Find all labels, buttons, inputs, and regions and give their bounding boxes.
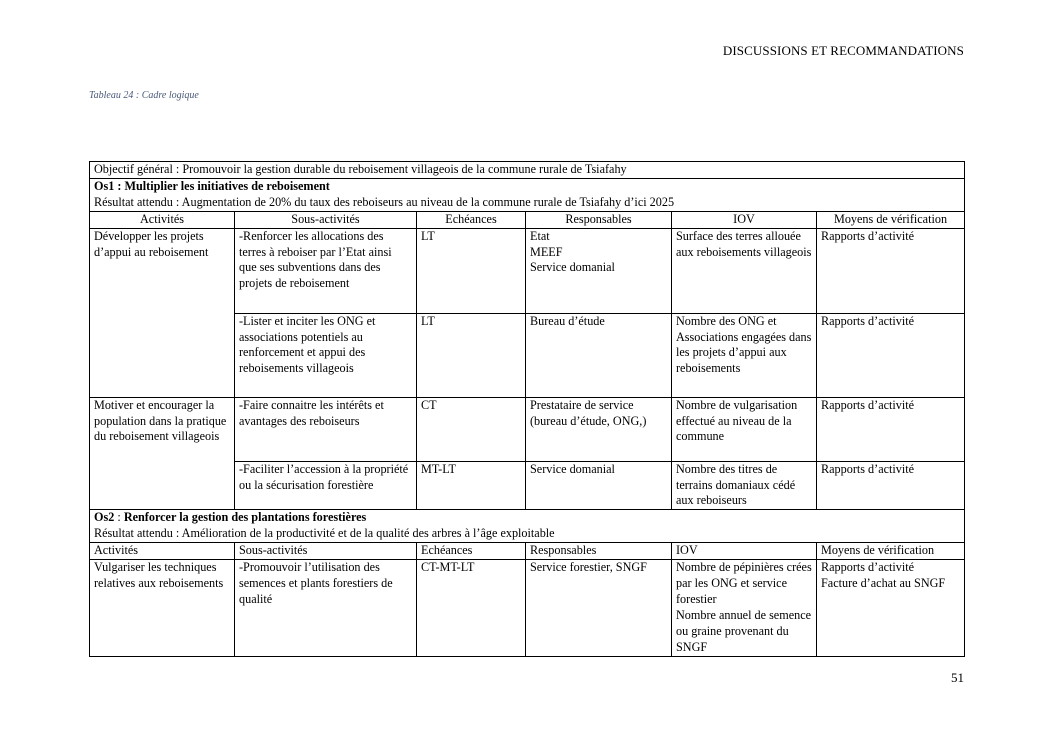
responsable-line: Etat [530, 228, 550, 243]
iov-cell: Nombre de vulgarisation effectué au niveau de la commune [672, 397, 817, 461]
iov-cell: Surface des terres allouée aux reboisements villageois [672, 228, 817, 313]
echeance-cell: MT-LT [417, 461, 526, 510]
activity-cell: Développer les projets d’appui au reboisement [90, 228, 235, 397]
responsable-line: MEEF [530, 244, 563, 259]
page-number: 51 [951, 670, 964, 685]
moyens-cell: Rapports d’activité [817, 461, 965, 510]
os2-resultat: Résultat attendu : Amélioration de la productivité et de la qualité des arbres à l’âge exploitable [94, 526, 555, 541]
iov-cell: Nombre des titres de terrains domaniaux cédé aux reboiseurs [672, 461, 817, 510]
echeance-cell: CT-MT-LT [417, 560, 526, 656]
os1-title: Os1 : Multiplier les initiatives de reboisement [94, 178, 330, 193]
responsables-cell: Prestataire de service (bureau d’étude, ONG,) [526, 397, 672, 461]
responsables-cell: Bureau d’étude [526, 313, 672, 397]
os2-header-row [90, 543, 965, 560]
col-header-responsables: Responsables [526, 543, 672, 560]
os1-header-row [90, 211, 965, 228]
col-header-iov: IOV [672, 543, 817, 560]
os1-cell [90, 178, 965, 211]
moyens-cell: Rapports d’activité [817, 228, 965, 313]
moyens-cell: Rapports d’activité [817, 397, 965, 461]
col-header-iov: IOV [672, 211, 817, 228]
iov-cell: Nombre des ONG et Associations engagées dans les projets d’appui aux reboisements [672, 313, 817, 397]
responsables-cell [526, 228, 672, 313]
col-header-echeances: Echéances [417, 543, 526, 560]
responsables-cell: Service forestier, SNGF [526, 560, 672, 656]
responsables-cell: Service domanial [526, 461, 672, 510]
col-header-responsables: Responsables [526, 211, 672, 228]
table-row [90, 397, 965, 461]
echeance-cell: LT [417, 228, 526, 313]
activity-cell: Motiver et encourager la population dans la pratique du reboisement villageois [90, 397, 235, 510]
moyens-line: Rapports d’activité [821, 560, 915, 575]
table-caption: Tableau 24 : Cadre logique [89, 90, 199, 101]
objectif-general: Objectif général : Promouvoir la gestion durable du reboisement villageois de la commune rurale de Tsiafahy [90, 162, 965, 179]
moyens-cell: Rapports d’activité [817, 313, 965, 397]
col-header-sous-activites: Sous-activités [235, 543, 417, 560]
objectif-general-row [90, 162, 965, 179]
sous-activite-cell: -Faciliter l’accession à la propriété ou la sécurisation forestière [235, 461, 417, 510]
sous-activite-cell: -Faire connaitre les intérêts et avantages des reboiseurs [235, 397, 417, 461]
sous-activite-cell: -Renforcer les allocations des terres à reboiser par l’Etat ainsi que ses subventions dans des projets de reboisement [235, 228, 417, 313]
activity-cell: Vulgariser les techniques relatives aux reboisements [90, 560, 235, 656]
sous-activite-cell: -Lister et inciter les ONG et associations potentiels au renforcement et appui des reboisements villageois [235, 313, 417, 397]
echeance-cell: CT [417, 397, 526, 461]
os2-objective: Renforcer la gestion des plantations forestières [123, 510, 367, 525]
col-header-activites: Activités [90, 211, 235, 228]
moyens-cell [817, 560, 965, 656]
iov-cell [672, 560, 817, 656]
os2-label: Os2 [94, 510, 115, 525]
table-row [90, 228, 965, 313]
table-row [90, 560, 965, 656]
os2-row [90, 510, 965, 543]
echeance-cell: LT [417, 313, 526, 397]
os1-resultat: Résultat attendu : Augmentation de 20% du taux des reboiseurs au niveau de la commune rurale de Tsiafahy d’ici 2025 [94, 194, 675, 209]
col-header-sous-activites: Sous-activités [235, 211, 417, 228]
os2-cell [90, 510, 965, 543]
col-header-moyens: Moyens de vérification [817, 543, 965, 560]
os2-separator: : [114, 510, 124, 525]
os1-row [90, 178, 965, 211]
sous-activite-cell: -Promouvoir l’utilisation des semences et plants forestiers de qualité [235, 560, 417, 656]
iov-line: Nombre de pépinières crées par les ONG et service forestier [676, 560, 812, 606]
responsable-line: Service domanial [530, 260, 615, 275]
running-header: DISCUSSIONS ET RECOMMANDATIONS [722, 43, 964, 58]
col-header-echeances: Echéances [417, 211, 526, 228]
col-header-moyens: Moyens de vérification [817, 211, 965, 228]
col-header-activites: Activités [90, 543, 235, 560]
cadre-logique-table [89, 161, 965, 657]
os2-title [94, 510, 960, 526]
moyens-line: Facture d’achat au SNGF [821, 575, 946, 590]
iov-line: Nombre annuel de semence ou graine provenant du SNGF [676, 607, 812, 654]
